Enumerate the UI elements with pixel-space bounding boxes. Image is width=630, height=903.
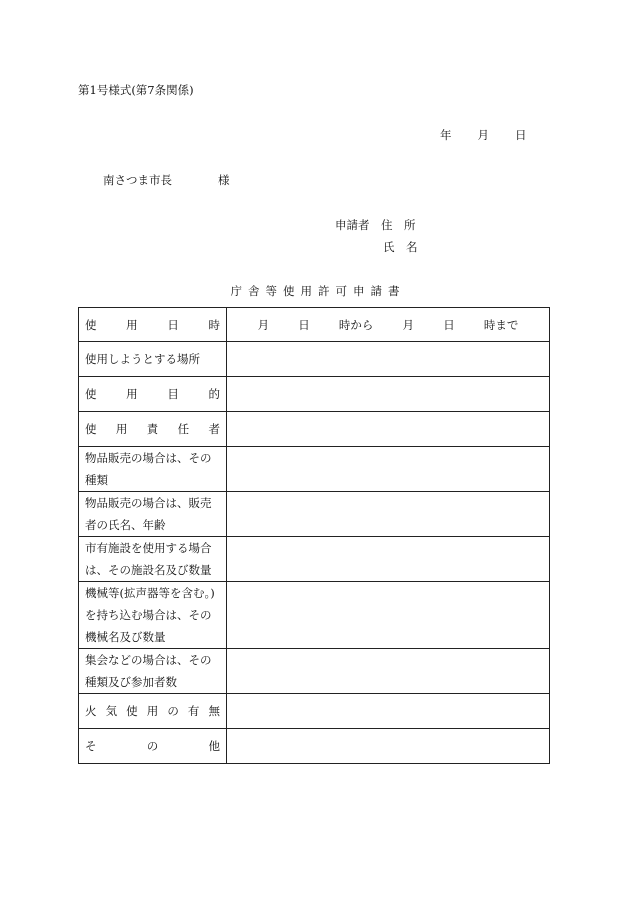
- label-char: 任: [177, 422, 190, 436]
- label-char: そ: [85, 739, 97, 753]
- spread-label: [85, 383, 220, 405]
- date-day: 日: [515, 128, 527, 142]
- label-char: の: [146, 739, 159, 753]
- meeting-info-field[interactable]: [227, 649, 550, 694]
- label-char: 無: [208, 704, 220, 718]
- spread-label: [85, 314, 220, 336]
- application-form-table: [78, 307, 550, 764]
- equipment-info-field[interactable]: [227, 582, 550, 649]
- table-row: [79, 694, 550, 729]
- label-char: 者: [208, 422, 220, 436]
- spread-label: [85, 418, 220, 440]
- spread-label: [85, 700, 220, 722]
- date-line: [440, 127, 527, 143]
- label-char: 責: [146, 422, 159, 436]
- label-char: 使: [85, 317, 97, 332]
- honorific: 様: [218, 173, 230, 187]
- label-char: 気: [105, 704, 118, 718]
- table-row: [79, 447, 550, 492]
- table-row: [79, 412, 550, 447]
- label-char: 日: [167, 317, 179, 332]
- time-part: 時まで: [483, 317, 519, 332]
- time-part: 日: [298, 317, 310, 332]
- usage-purpose-field[interactable]: [227, 377, 550, 412]
- row-label: 物品販売の場合は、販売者の氏名、年齢: [79, 492, 227, 537]
- label-char: 目: [167, 387, 179, 401]
- table-row: [79, 342, 550, 377]
- label-char: 使: [85, 422, 97, 436]
- usage-place-field[interactable]: [227, 342, 550, 377]
- label-char: の: [167, 704, 179, 718]
- addressee: [103, 172, 230, 188]
- goods-type-field[interactable]: [227, 447, 550, 492]
- applicant-name-label: 氏 名: [383, 240, 418, 254]
- row-label: [79, 694, 227, 729]
- label-char: 用: [146, 704, 159, 718]
- time-range: [233, 317, 543, 333]
- label-char: 使: [85, 387, 97, 401]
- label-char: 時: [208, 317, 220, 332]
- usage-datetime-field[interactable]: [227, 308, 550, 342]
- label-char: 的: [208, 387, 220, 401]
- seller-info-field[interactable]: [227, 492, 550, 537]
- other-field[interactable]: [227, 729, 550, 764]
- label-char: 有: [187, 704, 200, 718]
- time-part: 月: [402, 317, 415, 332]
- spread-label: [85, 735, 220, 757]
- row-label: 集会などの場合は、その種類及び参加者数: [79, 649, 227, 694]
- applicant-address-label: 申請者 住 所: [335, 218, 416, 232]
- row-label: [79, 729, 227, 764]
- label-char: 用: [126, 387, 138, 401]
- table-row: [79, 582, 550, 649]
- date-month: 月: [477, 128, 489, 142]
- row-label: [79, 308, 227, 342]
- row-label: 機械等(拡声器等を含む。)を持ち込む場合は、その機械名及び数量: [79, 582, 227, 649]
- label-char: 用: [126, 317, 138, 332]
- date-year: 年: [440, 128, 452, 142]
- table-row: [79, 492, 550, 537]
- facility-info-field[interactable]: [227, 537, 550, 582]
- form-number: 第1号様式(第7条関係): [78, 83, 194, 97]
- time-part: 日: [443, 317, 455, 332]
- fire-usage-field[interactable]: [227, 694, 550, 729]
- label-char: 火: [85, 704, 97, 718]
- label-char: 使: [126, 704, 138, 718]
- responsible-person-field[interactable]: [227, 412, 550, 447]
- document-title: 庁舎等使用許可申請書: [230, 284, 406, 298]
- row-label: [79, 412, 227, 447]
- table-row: [79, 377, 550, 412]
- row-label: 使用しようとする場所: [79, 342, 227, 377]
- table-row: [79, 729, 550, 764]
- row-label: [79, 377, 227, 412]
- table-row: [79, 537, 550, 582]
- row-label: 物品販売の場合は、その種類: [79, 447, 227, 492]
- row-label: 市有施設を使用する場合は、その施設名及び数量: [79, 537, 227, 582]
- label-char: 用: [115, 422, 128, 436]
- table-row: [79, 649, 550, 694]
- label-char: 他: [208, 739, 220, 753]
- time-part: 月: [257, 317, 270, 332]
- addressee-name: 南さつま市長: [103, 173, 172, 187]
- time-part: 時から: [338, 317, 374, 332]
- table-row: [79, 308, 550, 342]
